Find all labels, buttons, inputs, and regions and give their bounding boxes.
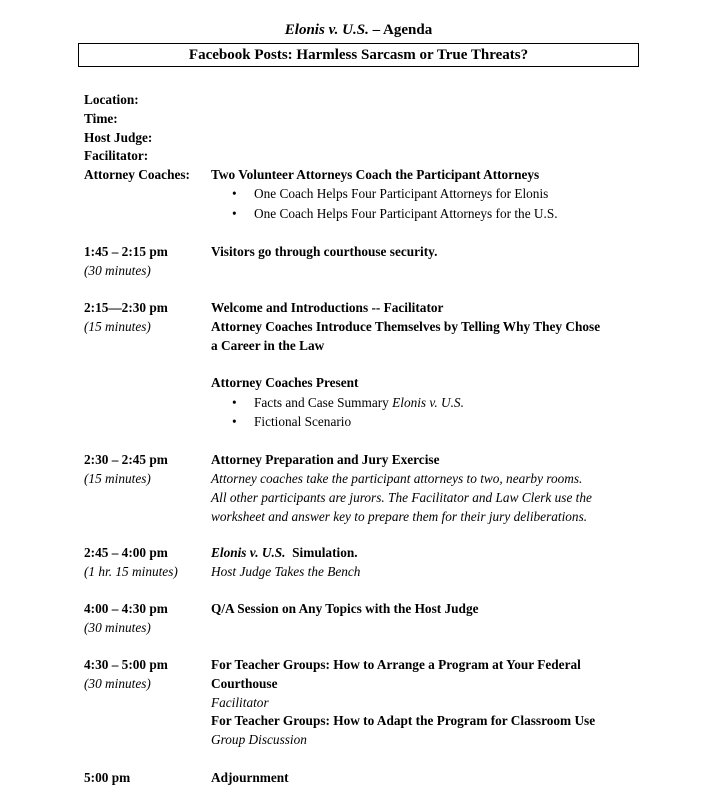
- present-bullet-1: • Facts and Case Summary Elonis v. U.S.: [232, 395, 464, 410]
- schedule-title: Q/A Session on Any Topics with the Host Judge: [211, 601, 479, 616]
- schedule-title: Visitors go through courthouse security.: [211, 244, 438, 259]
- schedule-duration: (30 minutes): [84, 263, 151, 278]
- coach-bullet-2: • One Coach Helps Four Participant Attorneys for the U.S.: [232, 206, 558, 221]
- coach-bullet-1: • One Coach Helps Four Participant Attorneys for Elonis: [232, 186, 549, 201]
- schedule-title-2: For Teacher Groups: How to Adapt the Program for Classroom Use: [211, 713, 596, 728]
- schedule-time: 2:30 – 2:45 pm: [84, 452, 168, 467]
- schedule-duration: (1 hr. 15 minutes): [84, 564, 178, 579]
- schedule-duration: (15 minutes): [84, 471, 151, 486]
- host-judge-label: Host Judge:: [84, 130, 153, 145]
- schedule-note: Group Discussion: [211, 732, 307, 747]
- schedule-time: 5:00 pm: [84, 770, 131, 785]
- case-title: Elonis v. U.S.: [284, 22, 369, 38]
- agenda-suffix: – Agenda: [368, 22, 433, 38]
- schedule-duration: (30 minutes): [84, 620, 151, 635]
- present-bullet-2: • Fictional Scenario: [232, 414, 352, 429]
- attorney-coaches-text: Two Volunteer Attorneys Coach the Participant Attorneys: [211, 167, 540, 182]
- schedule-title-line3: a Career in the Law: [211, 338, 325, 353]
- schedule-duration: (30 minutes): [84, 676, 151, 691]
- schedule-time: 1:45 – 2:15 pm: [84, 244, 168, 259]
- schedule-title-cont: Courthouse: [211, 676, 278, 691]
- time-label: Time:: [84, 111, 118, 126]
- schedule-title: Elonis v. U.S. Simulation.: [211, 545, 358, 560]
- schedule-title: Adjournment: [211, 770, 289, 785]
- attorney-coaches-label: Attorney Coaches:: [84, 167, 190, 182]
- schedule-note: All other participants are jurors. The Facilitator and Law Clerk use the: [211, 490, 592, 505]
- subtitle-box: Facebook Posts: Harmless Sarcasm or True Threats?: [78, 43, 639, 67]
- facilitator-label: Facilitator:: [84, 148, 149, 163]
- schedule-note: Host Judge Takes the Bench: [211, 564, 361, 579]
- schedule-time: 4:00 – 4:30 pm: [84, 601, 168, 616]
- page-title: [0, 22, 717, 39]
- schedule-sub-title: Attorney Coaches Present: [211, 375, 359, 390]
- schedule-duration: (15 minutes): [84, 319, 151, 334]
- schedule-note: worksheet and answer key to prepare them for their jury deliberations.: [211, 509, 588, 524]
- schedule-title-line2: Attorney Coaches Introduce Themselves by Telling Why They Chose: [211, 319, 601, 334]
- schedule-title: Attorney Preparation and Jury Exercise: [211, 452, 440, 467]
- schedule-title: For Teacher Groups: How to Arrange a Program at Your Federal: [211, 657, 581, 672]
- schedule-note: Facilitator: [211, 695, 269, 710]
- schedule-time: 4:30 – 5:00 pm: [84, 657, 168, 672]
- schedule-note: Attorney coaches take the participant attorneys to two, nearby rooms.: [211, 471, 583, 486]
- schedule-time: 2:45 – 4:00 pm: [84, 545, 168, 560]
- location-label: Location:: [84, 92, 139, 107]
- schedule-time: 2:15—2:30 pm: [84, 300, 168, 315]
- schedule-title: Welcome and Introductions -- Facilitator: [211, 300, 444, 315]
